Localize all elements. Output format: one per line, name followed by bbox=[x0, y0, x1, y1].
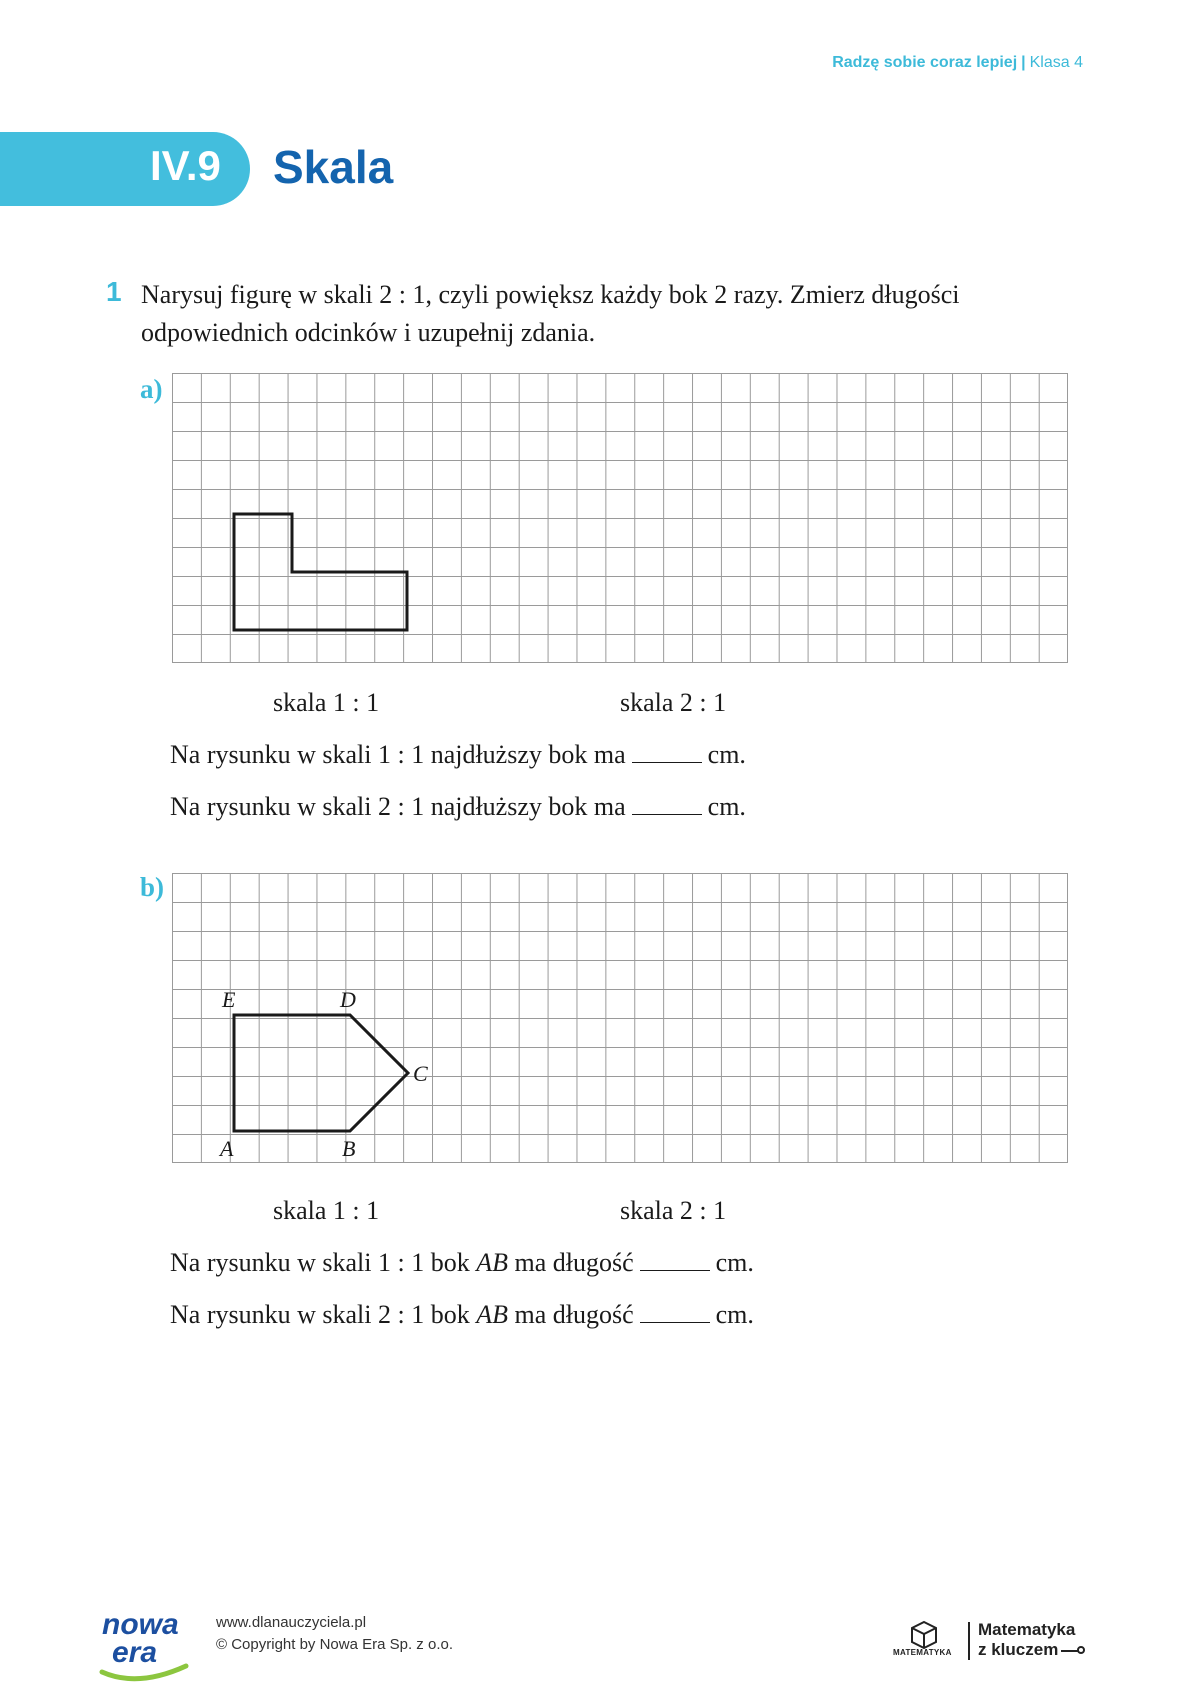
logo-text-era: era bbox=[112, 1636, 158, 1669]
answer-blank-a2[interactable] bbox=[632, 794, 702, 815]
footer-copyright: © Copyright by Nowa Era Sp. z o.o. bbox=[216, 1636, 453, 1653]
scale-label-b-left: skala 1 : 1 bbox=[273, 1196, 380, 1225]
sentence-a2-text: Na rysunku w skali 2 : 1 najdłuższy bok ma bbox=[170, 792, 626, 821]
footer-divider bbox=[968, 1622, 970, 1660]
grade-label: Klasa 4 bbox=[1029, 54, 1083, 71]
sentence-b1-mid: ma długość bbox=[514, 1248, 634, 1277]
sentence-a1 bbox=[170, 740, 746, 770]
vertex-b: B bbox=[342, 1136, 356, 1161]
segment-ab-1: AB bbox=[476, 1248, 508, 1277]
sentence-b2-text: Na rysunku w skali 2 : 1 bok bbox=[170, 1300, 470, 1329]
sentence-a2-unit: cm. bbox=[707, 792, 746, 821]
l-shape-figure bbox=[234, 514, 407, 630]
sentence-b2-unit: cm. bbox=[715, 1300, 754, 1329]
sentence-a2 bbox=[170, 792, 746, 822]
vertex-d: D bbox=[340, 987, 356, 1012]
series-title-line2-text: z kluczem bbox=[978, 1640, 1059, 1659]
nowa-era-logo bbox=[98, 1606, 190, 1684]
answer-blank-a1[interactable] bbox=[632, 742, 702, 763]
figure-b bbox=[172, 873, 1068, 1163]
grid-a[interactable] bbox=[172, 373, 1068, 663]
scale-label-b-right: skala 2 : 1 bbox=[620, 1196, 727, 1225]
segment-ab-2: AB bbox=[476, 1300, 508, 1329]
sentence-b1-unit: cm. bbox=[715, 1248, 754, 1277]
series-name: Radzę sobie coraz lepiej bbox=[832, 54, 1018, 71]
series-title-line1: Matematyka bbox=[978, 1620, 1076, 1639]
part-b-label: b) bbox=[140, 872, 165, 902]
series-small-label: MATEMATYKA bbox=[893, 1648, 952, 1657]
task-number: 1 bbox=[106, 276, 122, 307]
vertex-e: E bbox=[222, 987, 236, 1012]
figure-a bbox=[172, 373, 1068, 663]
answer-blank-b2[interactable] bbox=[640, 1302, 710, 1323]
sentence-b2-mid: ma długość bbox=[514, 1300, 634, 1329]
scale-label-a-left: skala 1 : 1 bbox=[273, 688, 380, 717]
logo-text-nowa: nowa bbox=[102, 1608, 179, 1641]
lesson-number: IV.9 bbox=[150, 142, 221, 189]
vertex-a: A bbox=[220, 1136, 234, 1161]
sentence-a1-unit: cm. bbox=[707, 740, 746, 769]
vertex-c: C bbox=[413, 1061, 428, 1086]
series-title-line2 bbox=[978, 1640, 1087, 1660]
part-a-label: a) bbox=[140, 374, 163, 404]
sentence-b1-text: Na rysunku w skali 1 : 1 bok bbox=[170, 1248, 470, 1277]
header-separator: | bbox=[1021, 54, 1026, 71]
task-instruction: Narysuj figurę w skali 2 : 1, czyli powiększ każdy bok 2 razy. Zmierz długości odpowiednich odcinków i uzupełnij zdania. bbox=[141, 280, 960, 347]
sentence-b2 bbox=[170, 1300, 754, 1330]
pentagon-figure bbox=[234, 1015, 408, 1131]
key-icon bbox=[1061, 1645, 1087, 1657]
grid-b[interactable] bbox=[172, 873, 1068, 1163]
sentence-b1 bbox=[170, 1248, 754, 1278]
header-series bbox=[832, 54, 1083, 72]
lesson-title: Skala bbox=[273, 141, 394, 193]
answer-blank-b1[interactable] bbox=[640, 1250, 710, 1271]
scale-label-a-right: skala 2 : 1 bbox=[620, 688, 727, 717]
footer-url[interactable]: www.dlanauczyciela.pl bbox=[216, 1614, 367, 1631]
sentence-a1-text: Na rysunku w skali 1 : 1 najdłuższy bok ma bbox=[170, 740, 626, 769]
